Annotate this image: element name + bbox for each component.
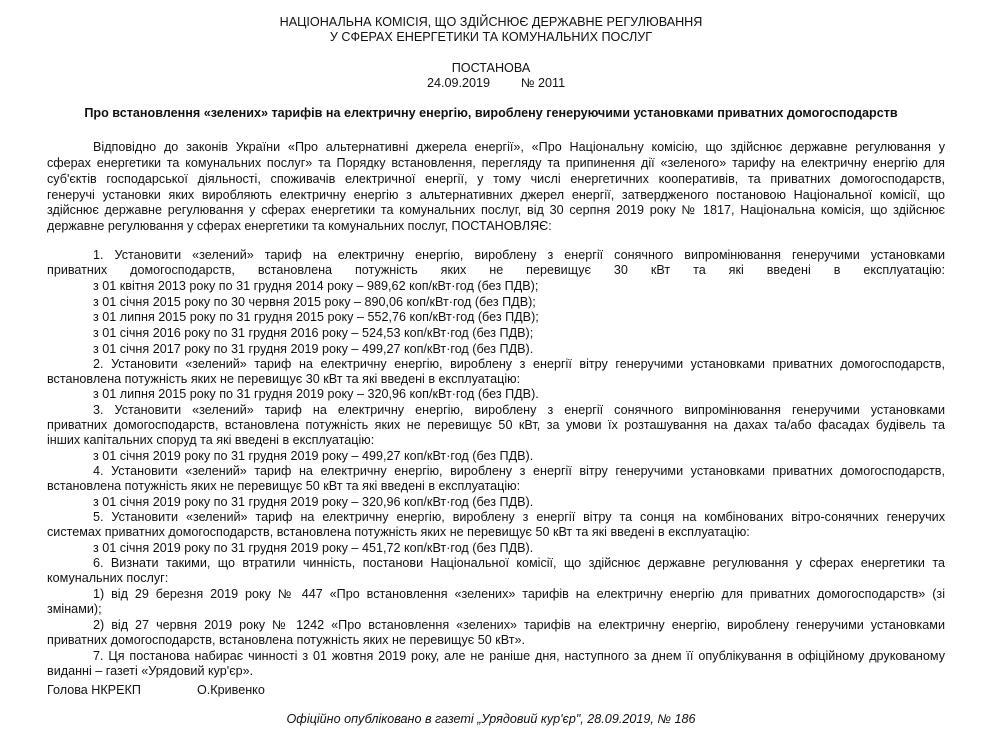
body-line: 2) від 27 червня 2019 року № 1242 «Про встановлення «зелених» тарифів на електричну енергію, вироблену генеручими установками — [93, 618, 945, 632]
preamble-line: здійснює державне регулювання у сферах енергетики та комунальних послуг, від 30 серпня 2019 року № 1817, Національна комісія, що здійснює — [47, 203, 945, 217]
body-line: 3. Установити «зелений» тариф на електричну енергію, вироблену з енергії сонячного випромінювання генеручими установками — [93, 403, 945, 417]
document-date: 24.09.2019 — [427, 76, 491, 90]
org-name-line-1: НАЦІОНАЛЬНА КОМІСІЯ, ЩО ЗДІЙСНЮЄ ДЕРЖАВНЕ РЕГУЛЮВАННЯ — [279, 15, 703, 29]
body-line: 4. Установити «зелений» тариф на електричну енергію, вироблену з енергії вітру генеручими установками приватних домогосподарств, — [93, 464, 945, 478]
body-line: встановлена потужність яких не перевищує 30 кВт та які введені в експлуатацію: — [47, 372, 521, 386]
document-number: № 2011 — [521, 76, 566, 90]
body-line: приватних домогосподарств, встановлена потужність яких не перевищує 50 кВт, за умови їх розташування на дахах та/або фасадах будівель та — [47, 418, 945, 432]
body-line: приватних домогосподарств, встановлена потужність яких не перевищує 30 кВт та які введені в експлуатацію: — [47, 263, 945, 277]
preamble-line: сферах енергетики та комунальних послуг» та Порядку встановлення, перегляду та припинення дії «зеленого» тарифу на електричну енергію для — [47, 156, 945, 170]
org-name-line-2: У СФЕРАХ ЕНЕРГЕТИКИ ТА КОМУНАЛЬНИХ ПОСЛУГ — [329, 30, 653, 44]
body-line: 2. Установити «зелений» тариф на електричну енергію, вироблену з енергії вітру генеручими установками приватних домогосподарств, — [93, 357, 945, 371]
body-line: інших капітальних споруд та які введені в експлуатацію: — [47, 433, 375, 447]
body-line: з 01 січня 2019 року по 31 грудня 2019 року – 499,27 коп/кВт·год (без ПДВ). — [93, 449, 534, 463]
body-line: з 01 січня 2019 року по 31 грудня 2019 року – 320,96 коп/кВт·год (без ПДВ). — [93, 495, 534, 509]
document-type: ПОСТАНОВА — [451, 61, 531, 75]
body-line: системах приватних домогосподарств, встановлена потужність яких не перевищує 50 кВт та які введені в експлуатацію: — [47, 525, 750, 539]
preamble-line: генеручі установки яких виробляють електричну енергію з альтернативних джерел енергії, затвердженого постановою Національної комісії, що — [47, 188, 945, 202]
body-line: з 01 січня 2016 року по 31 грудня 2016 року – 524,53 коп/кВт·год (без ПДВ); — [93, 326, 534, 340]
body-line: 1. Установити «зелений» тариф на електричну енергію, вироблену з енергії сонячного випромінювання генеручими установками — [93, 248, 945, 262]
body-line: виданні – газеті «Урядовий кур'єр». — [47, 664, 254, 678]
body-line: 6. Визнати такими, що втратили чинність, постанови Національної комісії, що здійснює державне регулювання у сферах енергетики та — [93, 556, 945, 570]
body-line: з 01 липня 2015 року по 31 грудня 2019 року – 320,96 коп/кВт·год (без ПДВ). — [93, 387, 539, 401]
body-line: з 01 січня 2015 року по 30 червня 2015 року – 890,06 коп/кВт·год (без ПДВ); — [93, 295, 536, 309]
body-line: з 01 січня 2017 року по 31 грудня 2019 року – 499,27 коп/кВт·год (без ПДВ). — [93, 342, 534, 356]
body-line: комунальних послуг: — [47, 571, 169, 585]
signatory-name: О.Кривенко — [197, 683, 265, 697]
preamble-line: суб'єктів господарської діяльності, споживачів електричної енергії, у тому числі енергетичних кооперативів, та приватних домогосподарств, — [47, 172, 945, 186]
body-line: 5. Установити «зелений» тариф на електричну енергію, вироблену з енергії вітру та сонця на комбінованих вітро-сонячних генеручих — [93, 510, 945, 524]
body-line: встановлена потужність яких не перевищує 50 кВт та які введені в експлуатацію: — [47, 479, 521, 493]
signatory-position: Голова НКРЕКП — [47, 683, 141, 697]
preamble-line: Відповідно до законів України «Про альтернативні джерела енергії», «Про Національну комісію, що здійснює державне регулювання у — [93, 140, 945, 154]
body-line: з 01 квітня 2013 року по 31 грудня 2014 року – 989,62 коп/кВт·год (без ПДВ); — [93, 279, 539, 293]
body-line: з 01 січня 2019 року по 31 грудня 2019 року – 451,72 коп/кВт·год (без ПДВ). — [93, 541, 534, 555]
body-line: 1) від 29 березня 2019 року № 447 «Про встановлення «зелених» тарифів на електричну енергію для приватних домогосподарств» (зі — [93, 587, 945, 601]
preamble-line: державне регулювання у сферах енергетики та комунальних послуг, ПОСТАНОВЛЯЄ: — [47, 219, 552, 233]
body-line: приватних домогосподарств, встановлена потужність яких не перевищує 50 кВт». — [47, 633, 525, 647]
body-line: 7. Ця постанова набирає чинності з 01 жовтня 2019 року, але не раніше дня, наступного за днем її опублікування в офіційному друкованому — [93, 649, 945, 663]
publication-note: Офіційно опубліковано в газеті „Урядовий кур'єр", 28.09.2019, № 186 — [286, 712, 696, 726]
body-line: змінами); — [47, 602, 102, 616]
body-line: з 01 липня 2015 року по 31 грудня 2015 року – 552,76 коп/кВт·год (без ПДВ); — [93, 310, 539, 324]
document-title: Про встановлення «зелених» тарифів на електричну енергію, вироблену генеруючими установками приватних домогосподарств — [84, 106, 898, 120]
